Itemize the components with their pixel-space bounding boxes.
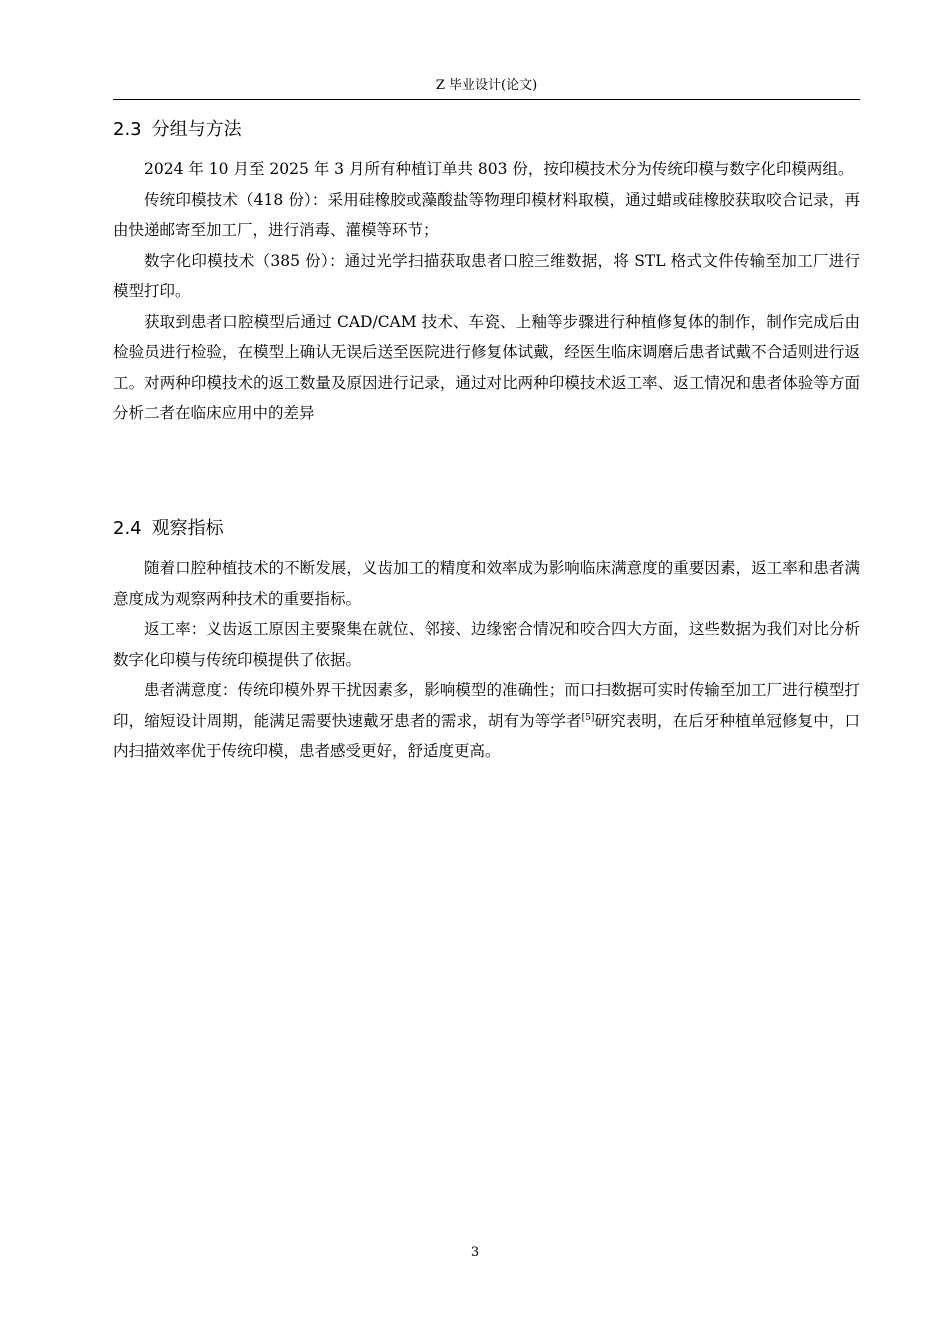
section-2-4 [113,517,860,767]
paragraph [113,675,860,767]
paragraph: 返工率：义齿返工原因主要聚集在就位、邻接、边缘密合情况和咬合四大方面，这些数据为我们对比分析数字化印模与传统印模提供了依据。 [113,620,860,669]
paragraph-text: 患者满意度：传统印模外界干扰因素多，影响模型的准确性；而口扫数据可实时传输至加工厂进行模型打印，缩短设计周期，能满足需要快速戴牙患者的需求，胡有为等学者 [113,681,860,730]
section-title: 观察指标 [151,518,224,539]
header-rule [113,99,860,100]
paragraph: 数字化印模技术（385 份）：通过光学扫描获取患者口腔三维数据，将 STL 格式文件传输至加工厂进行模型打印。 [113,251,860,300]
citation-reference[interactable]: [5] [581,712,595,723]
paragraph: 传统印模技术（418 份）：采用硅橡胶或藻酸盐等物理印模材料取模，通过蜡或硅橡胶获取咬合记录，再由快递邮寄至加工厂，进行消毒、灌模等环节； [113,190,860,239]
running-header: Z 毕业设计(论文) [435,78,538,93]
section-number: 2.4 [113,518,142,539]
paragraph-text: 研究表明，在后牙种植单冠修复中，口内扫描效率优于传统印模，患者感受更好，舒适度更高。 [113,711,860,760]
section-2-3 [113,118,860,429]
paragraph: 随着口腔种植技术的不断发展，义齿加工的精度和效率成为影响临床满意度的重要因素，返工率和患者满意度成为观察两种技术的重要指标。 [113,559,860,608]
section-heading [113,118,860,142]
paragraph: 获取到患者口腔模型后通过 CAD/CAM 技术、车瓷、上釉等步骤进行种植修复体的制作，制作完成后由检验员进行检验，在模型上确认无误后送至医院进行修复体试戴，经医生临床调磨后患者试戴不合适则进行返工。对两种印模技术的返工数量及原因进行记录，通过对比两种印模技术返工率、返工情况和患者体验等方面分析二者在临床应用中的差异 [113,312,860,422]
section-title: 分组与方法 [151,119,242,140]
section-number: 2.3 [113,119,142,140]
page-number: 3 [470,1245,480,1260]
section-heading [113,517,860,541]
paragraph: 2024 年 10 月至 2025 年 3 月所有种植订单共 803 份，按印模技术分为传统印模与数字化印模两组。 [144,160,854,178]
